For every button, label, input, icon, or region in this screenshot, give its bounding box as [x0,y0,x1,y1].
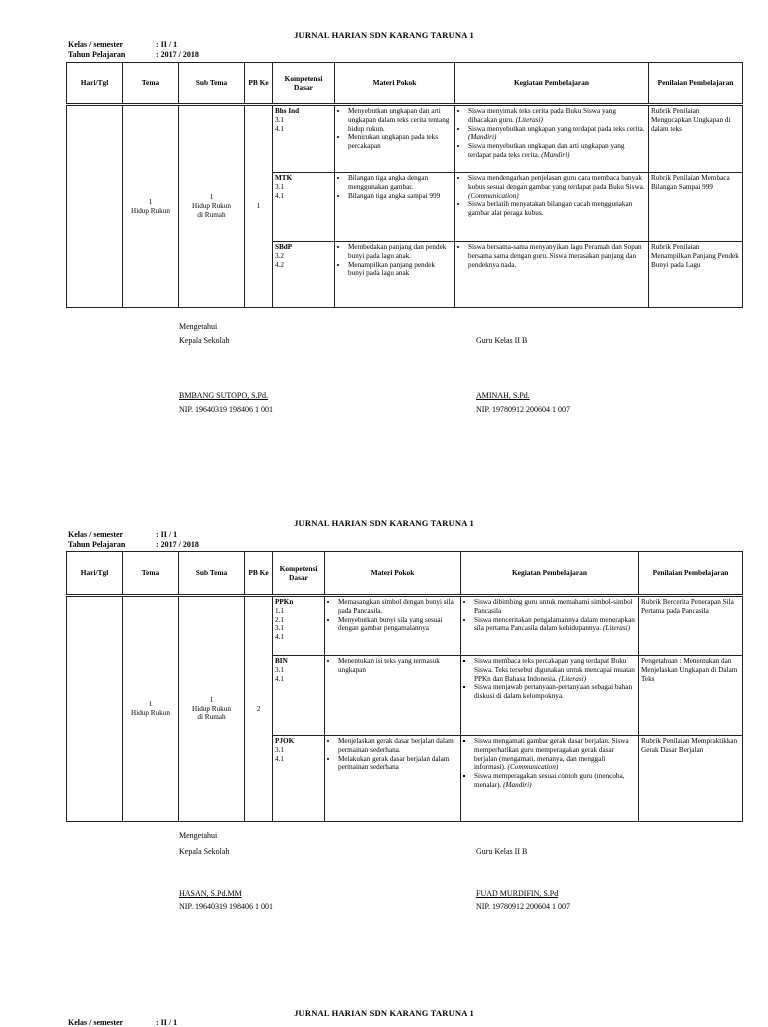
list-item [474,737,636,772]
hari-cell [67,105,123,308]
kelas-value: : II / 1 [156,530,178,539]
materi-list [337,243,452,278]
list-item [468,107,646,125]
kegiatan-text: Siswa menceritakan pengalamannya dalam menerapkan sila pertama Pancasila dalam kehidupannya. [474,615,635,633]
tahun-value: : 2017 / 2018 [156,50,199,59]
kelas-label: Kelas / semester [68,40,124,49]
kegiatan-text: Siswa menyebutkan ungkapan dan arti ungkapan yang terdapat pada teks cerita. [468,142,625,159]
kepala-sekolah-name: HASAN, S.Pd.MM [179,889,242,898]
kegiatan-text: Siswa berlatih menyatakan bilangan cacah menggunakan gambar alat peraga kubus. [468,200,633,218]
table-row [67,105,743,173]
kegiatan-text: Siswa membaca teks percakapan yang terdapat Buku Siswa. Teks tersebut digunakan untuk mencapai muatan PPKn dan Bahasa Indonesia. [474,657,635,683]
kegiatan-cell [455,242,649,308]
tema-cell: 1 Hidup Rukun [123,596,179,822]
materi-list [337,174,452,200]
list-item [468,142,646,160]
guru-name: FUAD MURDIFIN, S.Pd [476,889,559,898]
guru-name: AMINAH, S.Pd. [476,391,530,400]
list-item [468,125,646,143]
materi-cell [335,242,455,308]
header-kd: Kompetensi Dasar [273,63,335,105]
mengetahui-label: Mengetahui [179,322,218,331]
kepala-sekolah-label: Kepala Sekolah [179,336,230,345]
list-item [474,616,636,634]
hari-cell [67,596,123,822]
kepala-sekolah-name: BMBANG SUTOPO, S.Pd. [179,391,268,400]
kegiatan-list [457,243,646,269]
header-materi: Materi Pokok [335,63,455,105]
materi-cell [325,736,461,822]
guru-nip: NIP. 19780912 200604 1 007 [476,405,571,414]
kegiatan-list [457,174,646,218]
header-materi: Materi Pokok [325,552,461,596]
tahun-label: Tahun Pelajaran [68,540,126,549]
subtema-cell: 1 Hidup Rukun di Rumah [179,596,245,822]
kd-cell [273,173,335,242]
kd-codes: 3.2 4.2 [275,251,284,269]
kepala-sekolah-label: Kepala Sekolah [179,847,230,856]
table-header-row [67,552,743,596]
list-item: • Bilangan tiga angka sampai 999 [348,192,452,201]
kegiatan-text: Siswa menyebutkan ungkapan yang terdapat pada teks cerita. [468,124,645,133]
journal-title: JURNAL HARIAN SDN KARANG TARUNA 1 [294,30,474,40]
list-item [474,683,636,701]
kd-subject: Bhs Ind [275,107,300,115]
header-hari: Hari/Tgl [67,63,123,105]
tahun-label: Tahun Pelajaran [68,50,126,59]
journal-table [66,62,743,308]
header-pb: PB Ke [245,63,273,105]
kegiatan-tag: (Mandiri) [503,780,532,789]
kegiatan-cell [455,105,649,173]
kd-subject: MTK [275,174,293,182]
kegiatan-list [463,657,636,701]
subtema-cell: 1 Hidup Rukun di Rumah [179,105,245,308]
header-pb: PB Ke [245,552,273,596]
kd-codes: 3.1 4.1 [275,745,284,763]
header-kegiatan: Kegiatan Pembelajaran [461,552,639,596]
kepala-sekolah-nip: NIP. 19640319 198406 1 001 [179,902,274,911]
kd-codes: 3.1 4.1 [275,182,284,200]
kd-subject: SBdP [275,243,293,251]
kegiatan-text: Siswa dibimbing guru untuk memahami simbol-simbol Pancasila [474,598,633,615]
kegiatan-cell [461,656,639,736]
table-row [67,596,743,656]
tema-cell: 1 Hidup Rukun [123,105,179,308]
kd-cell [273,736,325,822]
kegiatan-list [463,598,636,633]
kegiatan-text: Siswa mengamati gambar gerak dasar berjalan. Siswa memperhatikan guru memperagakan gerak dasar berjalan (mengamati, menanya, dan menggali informasi). [474,737,629,772]
materi-cell [325,656,461,736]
table-header-row [67,63,743,105]
kegiatan-tag: (Literasi) [558,674,586,683]
list-item: • Menjelaskan gerak dasar berjalan dalam permainan sederhana. [338,737,458,755]
kd-codes: 3.1 4.1 [275,115,284,133]
pb-cell: 1 [245,105,273,308]
kelas-label: Kelas / semester [68,1018,124,1027]
list-item: • Melakukan gerak dasar berjalan dalam permainan sederhana [338,755,458,773]
kegiatan-text: Siswa menyimak teks cerita pada Buku Siswa yang dibacakan guru. [468,107,616,124]
penilaian-cell: Rubrik Penilaian Mempraktikkan Gerak Dasar Berjalan [639,736,743,822]
materi-list [337,107,452,151]
penilaian-cell: Pengetahuan : Menentukan dan Menjelaskan Ungkapan di Dalam Teks [639,656,743,736]
list-item: • Menampilkan panjang pendek bunyi pada lagu anak [348,261,452,279]
header-tema: Tema [123,63,179,105]
list-item [474,772,636,790]
kd-cell [273,105,335,173]
journal-table [66,551,743,822]
header-hari: Hari/Tgl [67,552,123,596]
list-item [474,657,636,683]
journal-title: JURNAL HARIAN SDN KARANG TARUNA 1 [294,1008,474,1018]
list-item: • Siswa bersama-sama menyanyikan lagu Peramah dan Sopan bersama sama dengan guru. Siswa merasakan panjang dan pendeknya nada. [468,243,646,269]
kegiatan-cell [461,736,639,822]
list-item: • Menyebutkan ungkapan dan arti ungkapan dalam teks cerita tentang hidup rukun. [348,107,452,133]
kelas-value: : II / 1 [156,1018,178,1027]
kd-cell [273,656,325,736]
kegiatan-list [463,737,636,790]
kegiatan-tag: (Mandiri) [541,150,570,159]
header-subtema: Sub Tema [179,63,245,105]
kd-subject: BIN [275,657,288,665]
header-tema: Tema [123,552,179,596]
kd-codes: 3.1 4.1 [275,665,284,683]
kegiatan-tag: (Literasi) [602,624,631,633]
tahun-pelajaran [68,540,199,549]
guru-kelas-label: Guru Kelas II B [476,336,528,345]
kegiatan-tag: (Communication) [468,191,519,200]
materi-cell [325,596,461,656]
pb-cell: 2 [245,596,273,822]
kelas-semester [68,1018,177,1027]
kd-subject: PPKn [275,598,294,606]
guru-kelas-label: Guru Kelas II B [476,847,528,856]
kd-subject: PJOK [275,737,295,745]
list-item: • Menirukan ungkapan pada teks percakapan [348,133,452,151]
materi-cell [335,173,455,242]
tahun-pelajaran [68,50,199,59]
mengetahui-label: Mengetahui [179,831,218,840]
kegiatan-list [457,107,646,160]
list-item [468,200,646,218]
kepala-sekolah-nip: NIP. 19640319 198406 1 001 [179,405,274,414]
materi-cell [335,105,455,173]
kegiatan-text: Siswa memperagakan sesuai contoh guru (mencoba, menalar). [474,772,625,789]
materi-list [327,657,458,675]
list-item [474,598,636,616]
header-penilaian: Penilaian Pembelajaran [649,63,743,105]
penilaian-cell: Rubrik Bercerita Penerapan Sila Pertama pada Pancasila [639,596,743,656]
materi-list [327,737,458,772]
penilaian-cell: Rubrik Penilaian Menampilkan Panjang Pendek Bunyi pada Lagu [649,242,743,308]
header-kegiatan: Kegiatan Pembelajaran [455,63,649,105]
list-item: • Menentukan isi teks yang termasuk ungkapan [338,657,458,675]
list-item: • Bilangan tiga angka dengan menggunakan gambar. [348,174,452,192]
list-item [468,174,646,200]
tahun-value: : 2017 / 2018 [156,540,199,549]
kd-cell [273,242,335,308]
kegiatan-tag: (Literasi) [515,115,543,124]
penilaian-cell: Rubrik Penilaian Mengucapkan Ungkapan di dalam teks [649,105,743,173]
kelas-label: Kelas / semester [68,530,124,539]
list-item: • Memasangkan simbol dengan bunyi sila pada Pancasila. [338,598,458,616]
header-penilaian: Penilaian Pembelajaran [639,552,743,596]
kegiatan-cell [461,596,639,656]
kegiatan-text: Siswa menjawab pertanyaan-pertanyaan sebagai bahan diskusi di dalam kelompoknya. [474,683,633,701]
kegiatan-tag: (Mandiri) [468,133,497,142]
kelas-semester [68,530,177,539]
materi-list [327,598,458,633]
kelas-value: : II / 1 [156,40,178,49]
kd-cell [273,596,325,656]
kegiatan-tag: (Communication) [507,763,559,772]
header-kd: Kompetensi Dasar [273,552,325,596]
kegiatan-cell [455,173,649,242]
journal-title: JURNAL HARIAN SDN KARANG TARUNA 1 [294,518,474,528]
penilaian-cell: Rubrik Penilaian Membaca Bilangan Sampai 999 [649,173,743,242]
guru-nip: NIP. 19780912 200604 1 007 [476,902,571,911]
header-subtema: Sub Tema [179,552,245,596]
list-item: • Menyebutkan bunyi sila yang sesuai dengan gambar pengamalannya [338,616,458,634]
kelas-semester [68,40,177,49]
list-item: • Membedakan panjang dan pendek bunyi pada lagu anak. [348,243,452,261]
kegiatan-text: Siswa mendengarkan penjelasan guru cara membaca banyak kubus sesuai dengan gambar yang terdapat pada Buku Siswa. [468,174,645,191]
kd-codes: 1.1 2.1 3.1 4.1 [275,606,284,642]
